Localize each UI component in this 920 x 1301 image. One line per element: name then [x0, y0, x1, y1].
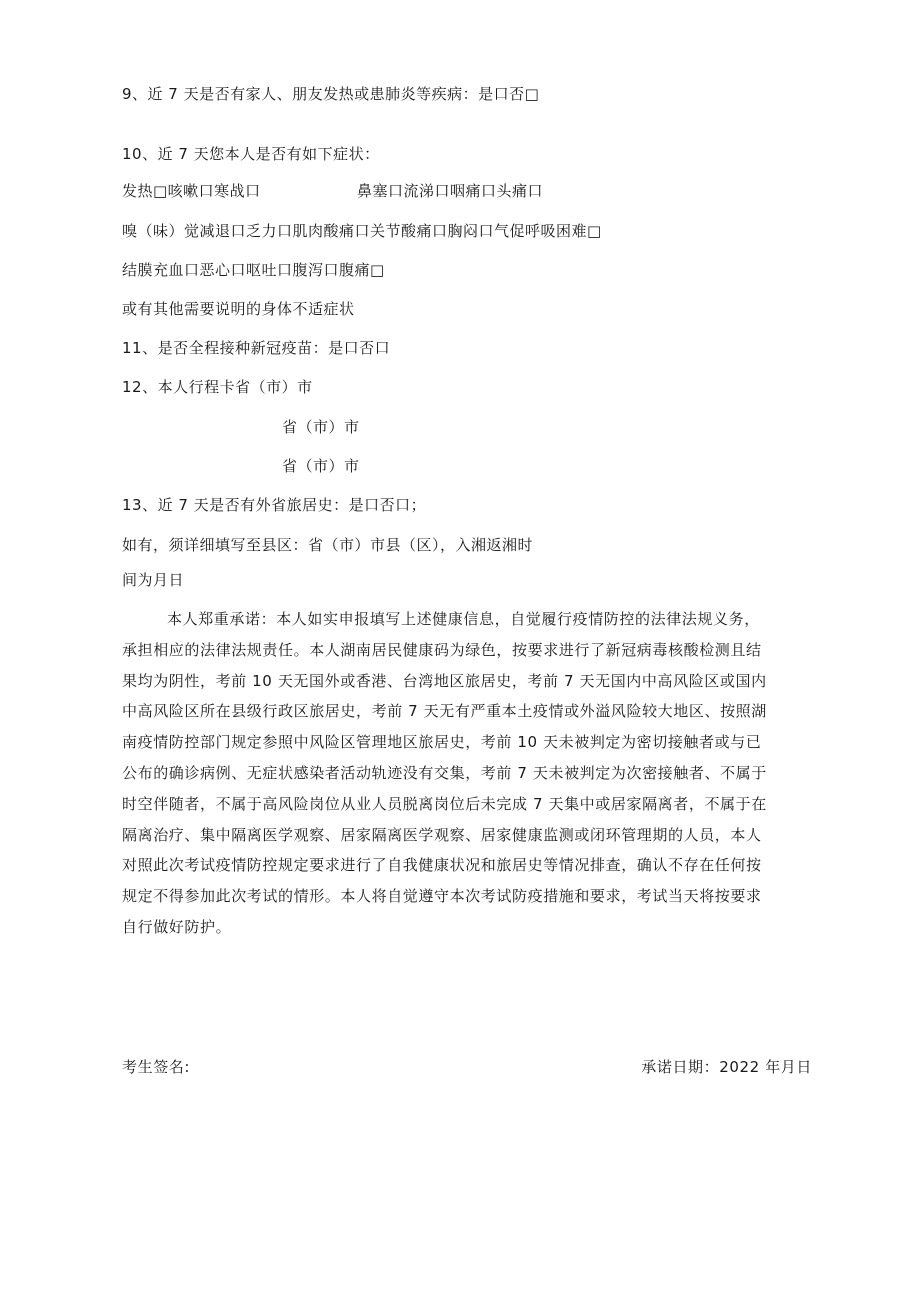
question-13-detail: 如有，须详细填写至县区：省（市）市县（区），入湘返湘时 [122, 536, 534, 554]
pledge-line: 本人郑重承诺：本人如实申报填写上述健康信息，自觉履行疫情防控的法律法规义务， [167, 610, 760, 628]
pledge-paragraph [122, 604, 812, 943]
pledge-line: 自行做好防护。 [122, 917, 232, 936]
pledge-line: 中高风险区所在县级行政区旅居史，考前 7 天无有严重本土疫情或外溢风险较大地区、按照湖 [122, 702, 767, 721]
question-12-line-3: 省（市）市 [282, 457, 360, 475]
pledge-line: 承担相应的法律法规责任。本人湖南居民健康码为绿色，按要求进行了新冠病毒核酸检测且结 [122, 640, 762, 659]
question-12-line-2: 省（市）市 [282, 418, 360, 436]
question-10: 10、近 7 天您本人是否有如下症状： [122, 145, 380, 163]
question-12: 12、本人行程卡省（市）市 [122, 378, 313, 396]
candidate-signature-label: 考生签名: [122, 1058, 191, 1076]
question-13: 13、近 7 天是否有外省旅居史：是口否口； [122, 496, 427, 514]
question-9: 9、近 7 天是否有家人、朋友发热或患肺炎等疾病：是口否□ [122, 85, 540, 103]
pledge-line: 果均为阴性，考前 10 天无国外或香港、台湾地区旅居史，考前 7 天无国内中高风险区或国内 [122, 671, 767, 690]
symptoms-line-1a: 发热□咳嗽口寒战口 [122, 182, 261, 200]
symptoms-other: 或有其他需要说明的身体不适症状 [122, 300, 355, 318]
symptoms-line-3: 结膜充血口恶心口呕吐口腹泻口腹痛□ [122, 261, 385, 279]
question-13-detail-2: 间为月日 [122, 571, 185, 589]
symptoms-line-1b: 鼻塞口流涕口咽痛口头痛口 [357, 182, 544, 200]
pledge-line: 公布的确诊病例、无症状感染者活动轨迹没有交集，考前 7 天未被判定为次密接触者、不属于 [122, 763, 767, 782]
question-11: 11、是否全程接种新冠疫苗：是口否口 [122, 339, 391, 357]
pledge-line: 规定不得参加此次考试的情形。本人将自觉遵守本次考试防疫措施和要求，考试当天将按要求 [122, 887, 762, 906]
pledge-line: 南疫情防控部门规定参照中风险区管理地区旅居史，考前 10 天未被判定为密切接触者或与已 [122, 733, 762, 752]
pledge-line: 对照此次考试疫情防控规定要求进行了自我健康状况和旅居史等情况排查，确认不存在任何按 [122, 856, 762, 875]
pledge-line: 时空伴随者，不属于高风险岗位从业人员脱离岗位后未完成 7 天集中或居家隔离者，不属于在 [122, 794, 767, 813]
pledge-line: 隔离治疗、集中隔离医学观察、居家隔离医学观察、居家健康监测或闭环管理期的人员，本人 [122, 825, 762, 844]
symptoms-line-2: 嗅（味）觉减退口乏力口肌肉酸痛口关节酸痛口胸闷口气促呼吸困难□ [122, 222, 602, 240]
pledge-date-label: 承诺日期：2022 年月日 [641, 1058, 812, 1076]
